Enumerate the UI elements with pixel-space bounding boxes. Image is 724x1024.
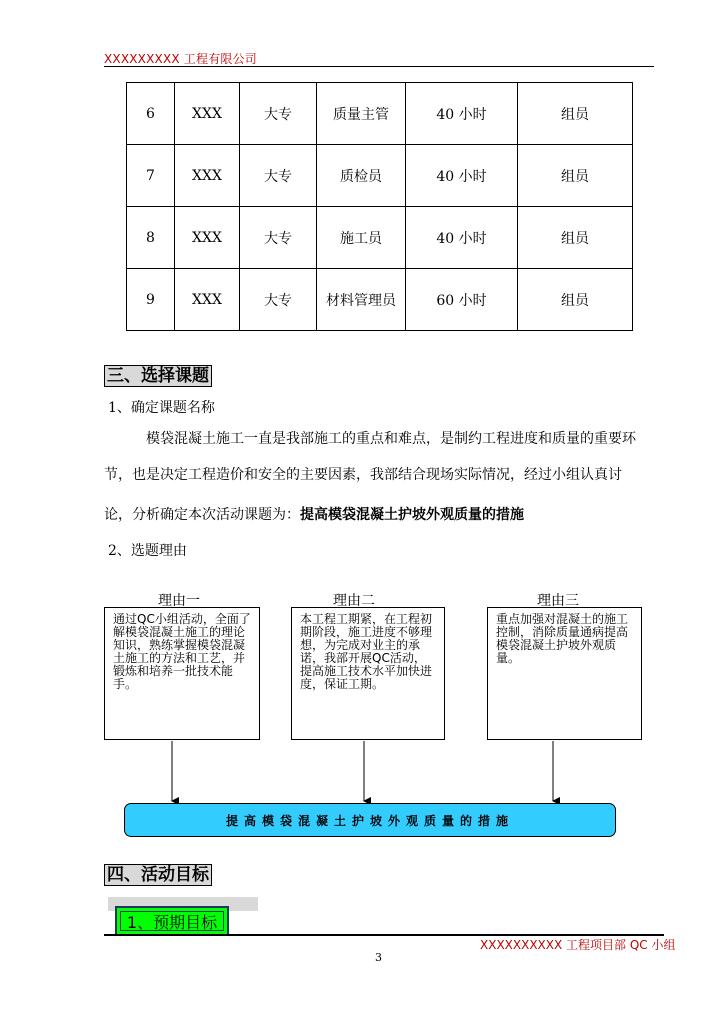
reason-title: 理由一 bbox=[158, 593, 200, 609]
cell-role: 材料管理员 bbox=[317, 269, 406, 331]
cell-position: 组员 bbox=[518, 269, 633, 331]
cell-hours: 40 小时 bbox=[406, 83, 518, 145]
reason-box: 重点加强对混凝土的施工控制，消除质量通病提高模袋混凝土护坡外观质量。 bbox=[487, 607, 642, 740]
section-heading-select-topic: 三、选择课题 bbox=[104, 365, 212, 387]
cell-name: XXX bbox=[175, 83, 240, 145]
header-company: XXXXXXXXX 工程有限公司 bbox=[104, 52, 258, 66]
cell-name: XXX bbox=[175, 207, 240, 269]
cell-edu: 大专 bbox=[240, 83, 317, 145]
cell-no: 9 bbox=[127, 269, 175, 331]
result-topic-box: 提高模袋混凝土护坡外观质量的措施 bbox=[124, 803, 616, 837]
cell-role: 质检员 bbox=[317, 145, 406, 207]
cell-edu: 大专 bbox=[240, 145, 317, 207]
cell-position: 组员 bbox=[518, 207, 633, 269]
cell-no: 6 bbox=[127, 83, 175, 145]
cell-no: 8 bbox=[127, 207, 175, 269]
cell-hours: 40 小时 bbox=[406, 207, 518, 269]
paragraph-line: 节，也是决定工程造价和安全的主要因素，我部结合现场实际情况，经过小组认真讨 bbox=[104, 467, 622, 483]
cell-role: 施工员 bbox=[317, 207, 406, 269]
cell-edu: 大专 bbox=[240, 269, 317, 331]
expected-goal-label: 1、预期目标 bbox=[115, 906, 229, 936]
cell-name: XXX bbox=[175, 269, 240, 331]
subheading-topic-name: 1、确定课题名称 bbox=[108, 400, 215, 416]
reason-title: 理由二 bbox=[333, 593, 375, 609]
footer-org: XXXXXXXXXX 工程项目部 QC 小组 bbox=[480, 938, 676, 952]
page-number: 3 bbox=[375, 951, 382, 964]
reason-title: 理由三 bbox=[537, 593, 579, 609]
topic-title: 提高模袋混凝土护坡外观质量的措施 bbox=[300, 507, 524, 523]
cell-edu: 大专 bbox=[240, 207, 317, 269]
reason-box: 本工程工期紧，在工程初期阶段，施工进度不够理想，为完成对业主的承诺，我部开展QC活动，提高施工技术水平加快进度，保证工期。 bbox=[291, 607, 445, 740]
cell-position: 组员 bbox=[518, 83, 633, 145]
paragraph-prefix: 论，分析确定本次活动课题为： bbox=[104, 507, 300, 523]
cell-position: 组员 bbox=[518, 145, 633, 207]
section-heading-activity-goal: 四、活动目标 bbox=[104, 864, 212, 886]
cell-no: 7 bbox=[127, 145, 175, 207]
reason-box: 通过QC小组活动，全面了解模袋混凝土施工的理论知识，熟练掌握模袋混凝土施工的方法和工艺，并锻炼和培养一批技术能手。 bbox=[104, 607, 260, 740]
cell-name: XXX bbox=[175, 145, 240, 207]
cell-hours: 40 小时 bbox=[406, 145, 518, 207]
subheading-reasons: 2、选题理由 bbox=[108, 543, 187, 559]
paragraph-line: 模袋混凝土施工一直是我部施工的重点和难点，是制约工程进度和质量的重要环 bbox=[146, 431, 636, 447]
cell-role: 质量主管 bbox=[317, 83, 406, 145]
cell-hours: 60 小时 bbox=[406, 269, 518, 331]
